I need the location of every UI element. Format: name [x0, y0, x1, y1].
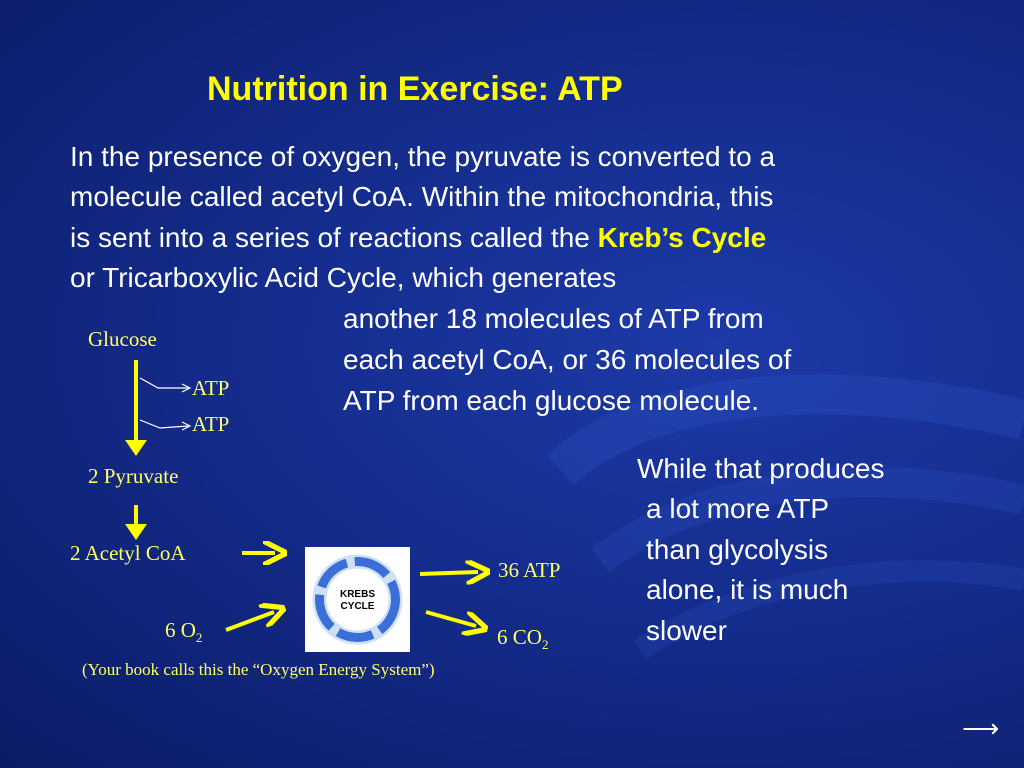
pyruvate-label: 2 Pyruvate [88, 464, 179, 488]
slide-title: Nutrition in Exercise: ATP [207, 70, 623, 108]
note-line: than glycolysis [646, 534, 829, 565]
atp-36-label: 36 ATP [498, 558, 561, 582]
paragraph-line: In the presence of oxygen, the pyruvate is converted to a [70, 141, 776, 172]
co2-label [497, 625, 548, 653]
note-line: slower [646, 615, 727, 646]
co2-text: 6 CO [497, 625, 542, 649]
oxygen-label [165, 618, 202, 646]
atp-label: ATP [192, 412, 230, 436]
oxygen-text: 6 O [165, 618, 196, 642]
krebs-cycle-ring-icon [305, 547, 410, 652]
paragraph-line: molecule called acetyl CoA. Within the mitochondria, this [70, 181, 774, 212]
note-line: a lot more ATP [646, 493, 830, 524]
co2-subscript: 2 [541, 637, 549, 653]
paragraph-line: ATP from each glucose molecule. [343, 385, 760, 416]
krebs-label: KREBS [339, 589, 376, 600]
next-slide-arrow-icon[interactable]: ⟶ [962, 713, 1000, 743]
oxygen-energy-caption: (Your book calls this the “Oxygen Energy System”) [82, 660, 435, 679]
note-line: While that produces [637, 453, 885, 484]
paragraph-line: another 18 molecules of ATP from [343, 303, 764, 334]
oxygen-subscript: 2 [195, 630, 203, 646]
glucose-label: Glucose [88, 327, 157, 351]
paragraph-text: is sent into a series of reactions called the [70, 222, 598, 253]
atp-label: ATP [192, 376, 230, 400]
paragraph-line: each acetyl CoA, or 36 molecules of [343, 344, 792, 375]
note-line: alone, it is much [646, 574, 849, 605]
paragraph-line: or Tricarboxylic Acid Cycle, which generates [70, 262, 617, 293]
cycle-label: CYCLE [340, 601, 375, 612]
krebs-cycle-highlight: Kreb’s Cycle [597, 222, 767, 253]
krebs-cycle-image [305, 547, 410, 652]
acetyl-coa-label: 2 Acetyl CoA [70, 541, 186, 565]
